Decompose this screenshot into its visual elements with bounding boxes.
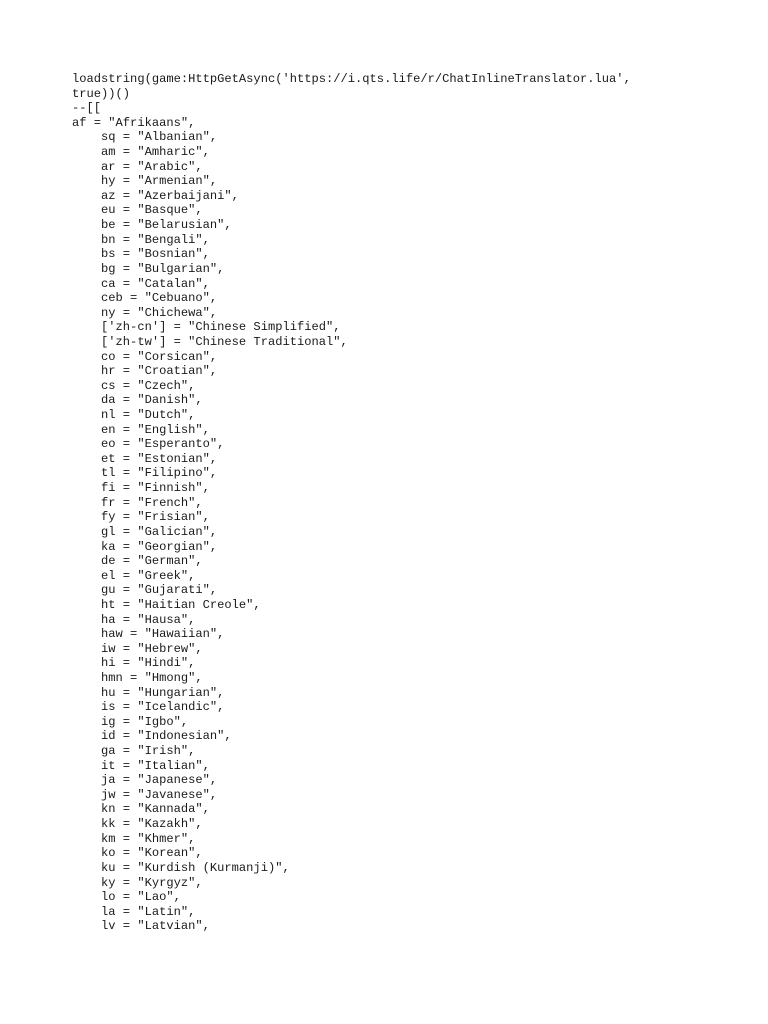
code-line: hi = "Hindi", <box>72 656 196 671</box>
code-block <box>72 72 752 934</box>
code-line: bg = "Bulgarian", <box>72 261 225 276</box>
code-line: ku = "Kurdish (Kurmanji)", <box>72 860 290 875</box>
code-line: lv = "Latvian", <box>72 919 210 934</box>
code-line: hr = "Croatian", <box>72 364 218 379</box>
code-line: tl = "Filipino", <box>72 466 218 481</box>
code-line: af = "Afrikaans", <box>72 115 196 130</box>
code-line: lo = "Lao", <box>72 890 181 905</box>
code-line: az = "Azerbaijani", <box>72 188 239 203</box>
code-line: ka = "Georgian", <box>72 539 218 554</box>
code-line: ceb = "Cebuano", <box>72 291 218 306</box>
code-line: bs = "Bosnian", <box>72 247 210 262</box>
code-line: it = "Italian", <box>72 758 210 773</box>
code-line: fi = "Finnish", <box>72 481 210 496</box>
code-line: be = "Belarusian", <box>72 218 232 233</box>
code-line: fy = "Frisian", <box>72 510 210 525</box>
code-line: ny = "Chichewa", <box>72 305 218 320</box>
code-line: true))() <box>72 86 131 101</box>
code-line: cs = "Czech", <box>72 378 196 393</box>
code-line: fr = "French", <box>72 495 203 510</box>
code-line: en = "English", <box>72 422 210 437</box>
code-line: de = "German", <box>72 554 203 569</box>
code-line: hu = "Hungarian", <box>72 685 225 700</box>
code-line: ky = "Kyrgyz", <box>72 875 203 890</box>
code-line: loadstring(game:HttpGetAsync('https://i.qts.life/r/ChatInlineTranslator.lua', <box>72 72 631 86</box>
code-line: la = "Latin", <box>72 904 196 919</box>
code-line: jw = "Javanese", <box>72 787 218 802</box>
code-line: ig = "Igbo", <box>72 714 189 729</box>
code-line: ja = "Japanese", <box>72 773 218 788</box>
code-line: am = "Amharic", <box>72 145 210 160</box>
code-line: bn = "Bengali", <box>72 232 210 247</box>
code-line: ['zh-cn'] = "Chinese Simplified", <box>72 320 341 335</box>
code-line: ca = "Catalan", <box>72 276 210 291</box>
code-line: ga = "Irish", <box>72 744 196 759</box>
code-line: km = "Khmer", <box>72 831 196 846</box>
code-line: el = "Greek", <box>72 568 196 583</box>
code-line: kk = "Kazakh", <box>72 817 203 832</box>
code-line: kn = "Kannada", <box>72 802 210 817</box>
code-line: haw = "Hawaiian", <box>72 627 225 642</box>
code-line: ar = "Arabic", <box>72 159 203 174</box>
code-line: iw = "Hebrew", <box>72 641 203 656</box>
code-line: ha = "Hausa", <box>72 612 196 627</box>
code-line: eu = "Basque", <box>72 203 203 218</box>
code-line: --[[ <box>72 101 102 116</box>
code-line: hy = "Armenian", <box>72 174 218 189</box>
code-line: nl = "Dutch", <box>72 408 196 423</box>
document-page <box>72 72 752 934</box>
code-line: da = "Danish", <box>72 393 203 408</box>
code-line: is = "Icelandic", <box>72 700 225 715</box>
code-line: hmn = "Hmong", <box>72 670 203 685</box>
code-line: co = "Corsican", <box>72 349 218 364</box>
code-line: ['zh-tw'] = "Chinese Traditional", <box>72 334 348 349</box>
code-line: ko = "Korean", <box>72 846 203 861</box>
code-line: sq = "Albanian", <box>72 130 218 145</box>
code-line: gu = "Gujarati", <box>72 583 218 598</box>
code-line: ht = "Haitian Creole", <box>72 597 261 612</box>
code-line: et = "Estonian", <box>72 451 218 466</box>
code-line: id = "Indonesian", <box>72 729 232 744</box>
code-line: eo = "Esperanto", <box>72 437 225 452</box>
code-line: gl = "Galician", <box>72 524 218 539</box>
